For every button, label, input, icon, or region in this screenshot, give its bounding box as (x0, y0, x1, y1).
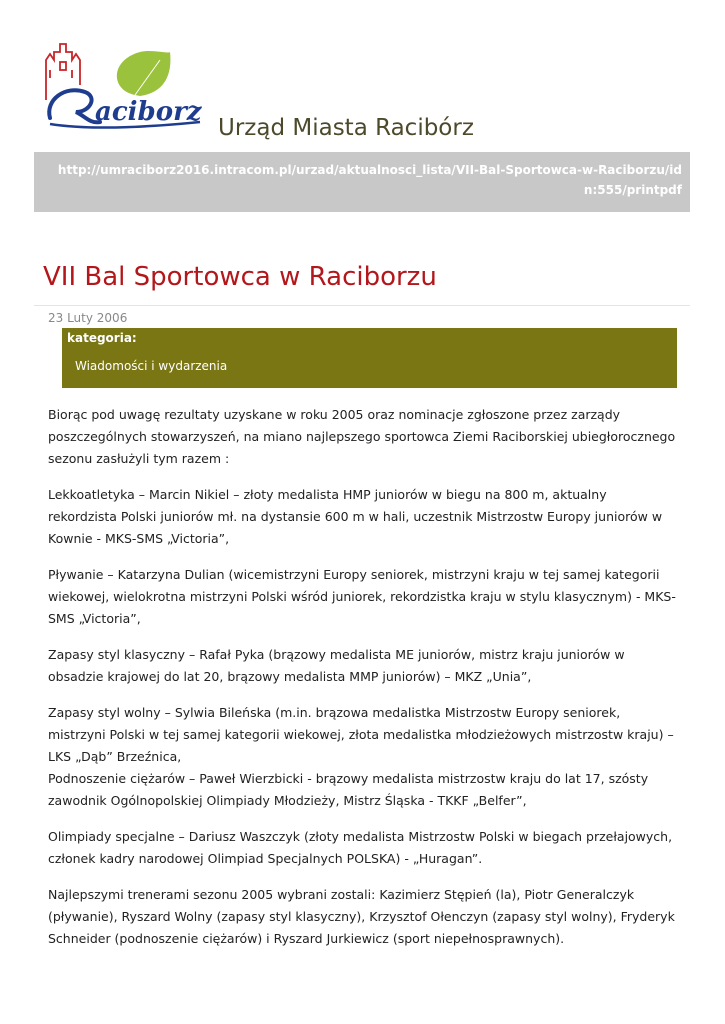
paragraph: Lekkoatletyka – Marcin Nikiel – złoty medalista HMP juniorów w biegu na 800 m, aktualny rekordzista Polski juniorów mł. na dystansie 600 m w hali, uczestnik Mistrzostw Europy juniorów w Kownie - MKS-SMS „Victoria”, (48, 487, 663, 546)
article-body (48, 404, 678, 964)
logo-wordmark (49, 90, 203, 127)
paragraph: Pływanie – Katarzyna Dulian (wicemistrzyni Europy seniorek, mistrzyni kraju w tej samej kategorii wiekowej, wielokrotna mistrzyni Polski wśród juniorek, rekordzistka kraju w stylu klasycznym) - MKS-SMS „Victoria”, (48, 567, 676, 626)
category-box (62, 328, 677, 388)
leaf-icon (117, 51, 171, 96)
url-bar (34, 152, 690, 212)
site-name: Urząd Miasta Racibórz (218, 115, 474, 141)
title-divider (34, 305, 690, 306)
paragraph: Zapasy styl klasyczny – Rafał Pyka (brązowy medalista ME juniorów, mistrz kraju juniorów w obsadzie krajowej do lat 20, brązowy medalista MMP juniorów) – MKZ „Unia”, (48, 647, 625, 684)
svg-text:aciborz: aciborz (95, 97, 202, 127)
page-url[interactable]: http://umraciborz2016.intracom.pl/urzad/aktualnosci_lista/VII-Bal-Sportowca-w-Raciborzu/id n:555/printpdf (57, 163, 682, 197)
paragraph: Biorąc pod uwagę rezultaty uzyskane w roku 2005 oraz nominacje zgłoszone przez zarządy poszczególnych stowarzyszeń, na miano najlepszego sportowca Ziemi Raciborskiej ubiegłorocznego sezonu zasłużyli tym razem : (48, 407, 676, 466)
paragraph: Olimpiady specjalne – Dariusz Waszczyk (złoty medalista Mistrzostw Polski w biegach przełajowych, członek kadry narodowej Olimpiad Specjalnych POLSKA) - „Huragan”. (48, 829, 673, 866)
article-title: VII Bal Sportowca w Raciborzu (43, 262, 437, 292)
article-date: 23 Luty 2006 (48, 311, 128, 325)
logo-graphic (40, 40, 210, 130)
paragraph: Najlepszymi trenerami sezonu 2005 wybrani zostali: Kazimierz Stępień (la), Piotr Generalczyk (pływanie), Ryszard Wolny (zapasy styl klasyczny), Krzysztof Ołenczyn (zapasy styl wolny), Fryderyk Schneider (podnoszenie ciężarów) i Ryszard Jurkiewicz (sport niepełnosprawnych). (48, 887, 675, 946)
category-value[interactable]: Wiadomości i wydarzenia (75, 359, 228, 373)
category-label: kategoria: (67, 331, 137, 345)
paragraph: Zapasy styl wolny – Sylwia Bileńska (m.in. brązowa medalistka Mistrzostw Europy seniorek, mistrzyni Polski w tej samej kategorii wiekowej, złota medalistka młodzieżowych mistrzostw kraju) – LKS „Dąb” Brzeźnica, Podnoszenie ciężarów – Paweł Wierzbicki - brązowy medalista mistrzostw kraju do lat 17, szósty zawodnik Ogólnopolskiej Olimpiady Młodzieży, Mistrz Śląska - TKKF „Belfer”, (48, 705, 674, 808)
raciborz-logo (40, 40, 210, 130)
